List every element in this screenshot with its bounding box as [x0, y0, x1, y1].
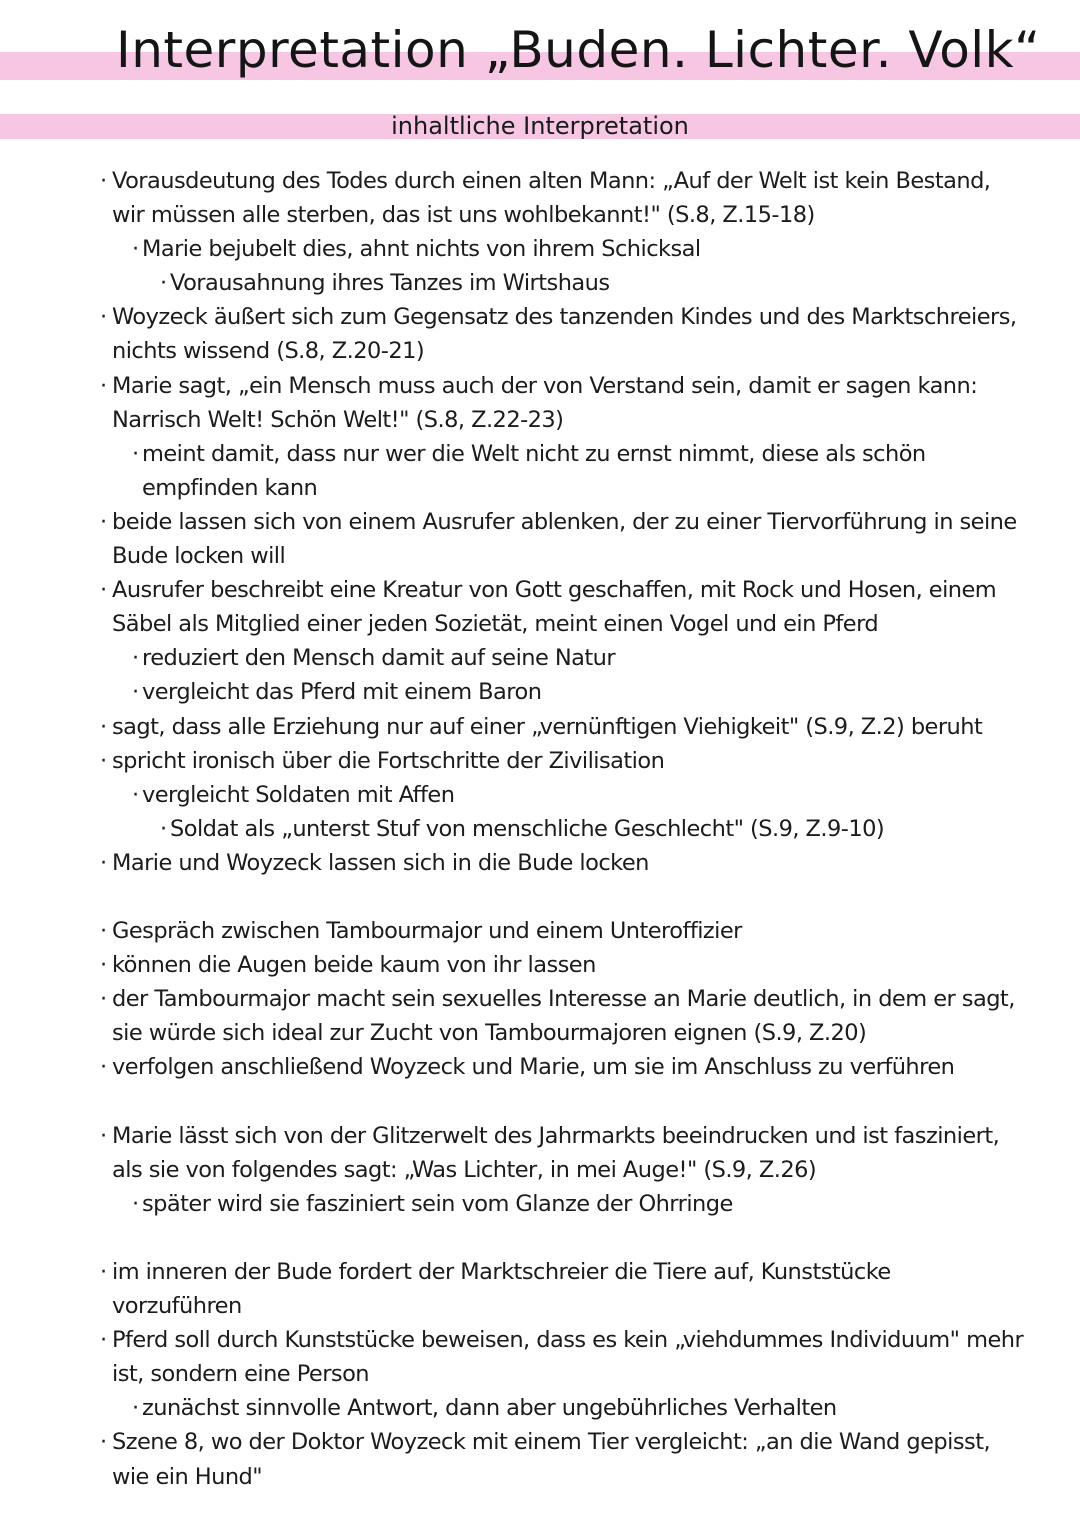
page-title: Interpretation „Buden. Lichter. Volk“ [116, 21, 1041, 79]
note-line: Bude locken will [112, 543, 286, 570]
note-line: Narrisch Welt! Schön Welt!" (S.8, Z.22-23) [112, 406, 564, 433]
note-subpoint: empfinden kann [142, 474, 318, 501]
paragraph-gap [112, 1085, 1042, 1119]
note-line: · können die Augen beide kaum von ihr lassen [112, 948, 1042, 982]
note-subpoint: · vergleicht Soldaten mit Affen [112, 778, 1042, 812]
note-line: · Gespräch zwischen Tambourmajor und einem Unteroffizier [112, 914, 1042, 948]
note-subpoint: · Marie bejubelt dies, ahnt nichts von ihrem Schicksal [112, 232, 1042, 266]
note-subpoint: · reduziert den Mensch damit auf seine Natur [112, 641, 1042, 675]
note-line: · beide lassen sich von einem Ausrufer ablenken, der zu einer Tiervorführung in seine [112, 505, 1042, 539]
note-line: · Marie sagt, „ein Mensch muss auch der von Verstand sein, damit er sagen kann: [112, 369, 1042, 403]
note-line: · verfolgen anschließend Woyzeck und Marie, um sie im Anschluss zu verführen [112, 1050, 1042, 1084]
note-line: vorzuführen [112, 1293, 242, 1320]
paragraph-gap [112, 880, 1042, 914]
note-line: · Ausrufer beschreibt eine Kreatur von Gott geschaffen, mit Rock und Hosen, einem [112, 573, 1042, 607]
note-line: ist, sondern eine Person [112, 1361, 369, 1388]
note-line: als sie von folgendes sagt: „Was Lichter, in mei Auge!" (S.9, Z.26) [112, 1156, 817, 1183]
note-line: · spricht ironisch über die Fortschritte der Zivilisation [112, 744, 1042, 778]
note-line: wie ein Hund" [112, 1463, 263, 1490]
note-subsubpoint: · Vorausahnung ihres Tanzes im Wirtshaus [112, 266, 1042, 300]
note-line: sie würde sich ideal zur Zucht von Tambourmajoren eignen (S.9, Z.20) [112, 1020, 867, 1047]
note-subpoint: · meint damit, dass nur wer die Welt nicht zu ernst nimmt, diese als schön [112, 437, 1042, 471]
note-line: Säbel als Mitglied einer jeden Sozietät, meint einen Vogel und ein Pferd [112, 611, 879, 638]
note-line: · Pferd soll durch Kunststücke beweisen, dass es kein „viehdummes Individuum" mehr [112, 1323, 1042, 1357]
note-line: · sagt, dass alle Erziehung nur auf einer „vernünftigen Viehigkeit" (S.9, Z.2) beruht [112, 710, 1042, 744]
note-line: nichts wissend (S.8, Z.20-21) [112, 338, 425, 365]
paragraph-gap [112, 1221, 1042, 1255]
note-line: · Woyzeck äußert sich zum Gegensatz des tanzenden Kindes und des Marktschreiers, [112, 300, 1042, 334]
note-subpoint: · später wird sie fasziniert sein vom Glanze der Ohrringe [112, 1187, 1042, 1221]
note-line: · der Tambourmajor macht sein sexuelles Interesse an Marie deutlich, in dem er sagt, [112, 982, 1042, 1016]
note-subsubpoint: · Soldat als „unterst Stuf von menschliche Geschlecht" (S.9, Z.9-10) [112, 812, 1042, 846]
note-line: · Szene 8, wo der Doktor Woyzeck mit einem Tier vergleicht: „an die Wand gepisst, [112, 1425, 1042, 1459]
note-line: · Marie lässt sich von der Glitzerwelt des Jahrmarkts beeindrucken und ist fasziniert, [112, 1119, 1042, 1153]
section-subtitle: inhaltliche Interpretation [391, 112, 689, 140]
note-line: · im inneren der Bude fordert der Marktschreier die Tiere auf, Kunststücke [112, 1255, 1042, 1289]
note-line: · Vorausdeutung des Todes durch einen alten Mann: „Auf der Welt ist kein Bestand, [112, 164, 1042, 198]
note-line: · Marie und Woyzeck lassen sich in die Bude locken [112, 846, 1042, 880]
notes-body [112, 164, 1042, 1494]
note-subpoint: · vergleicht das Pferd mit einem Baron [112, 675, 1042, 709]
note-line: wir müssen alle sterben, das ist uns wohlbekannt!" (S.8, Z.15-18) [112, 202, 815, 229]
note-subpoint: · zunächst sinnvolle Antwort, dann aber ungebührliches Verhalten [112, 1391, 1042, 1425]
